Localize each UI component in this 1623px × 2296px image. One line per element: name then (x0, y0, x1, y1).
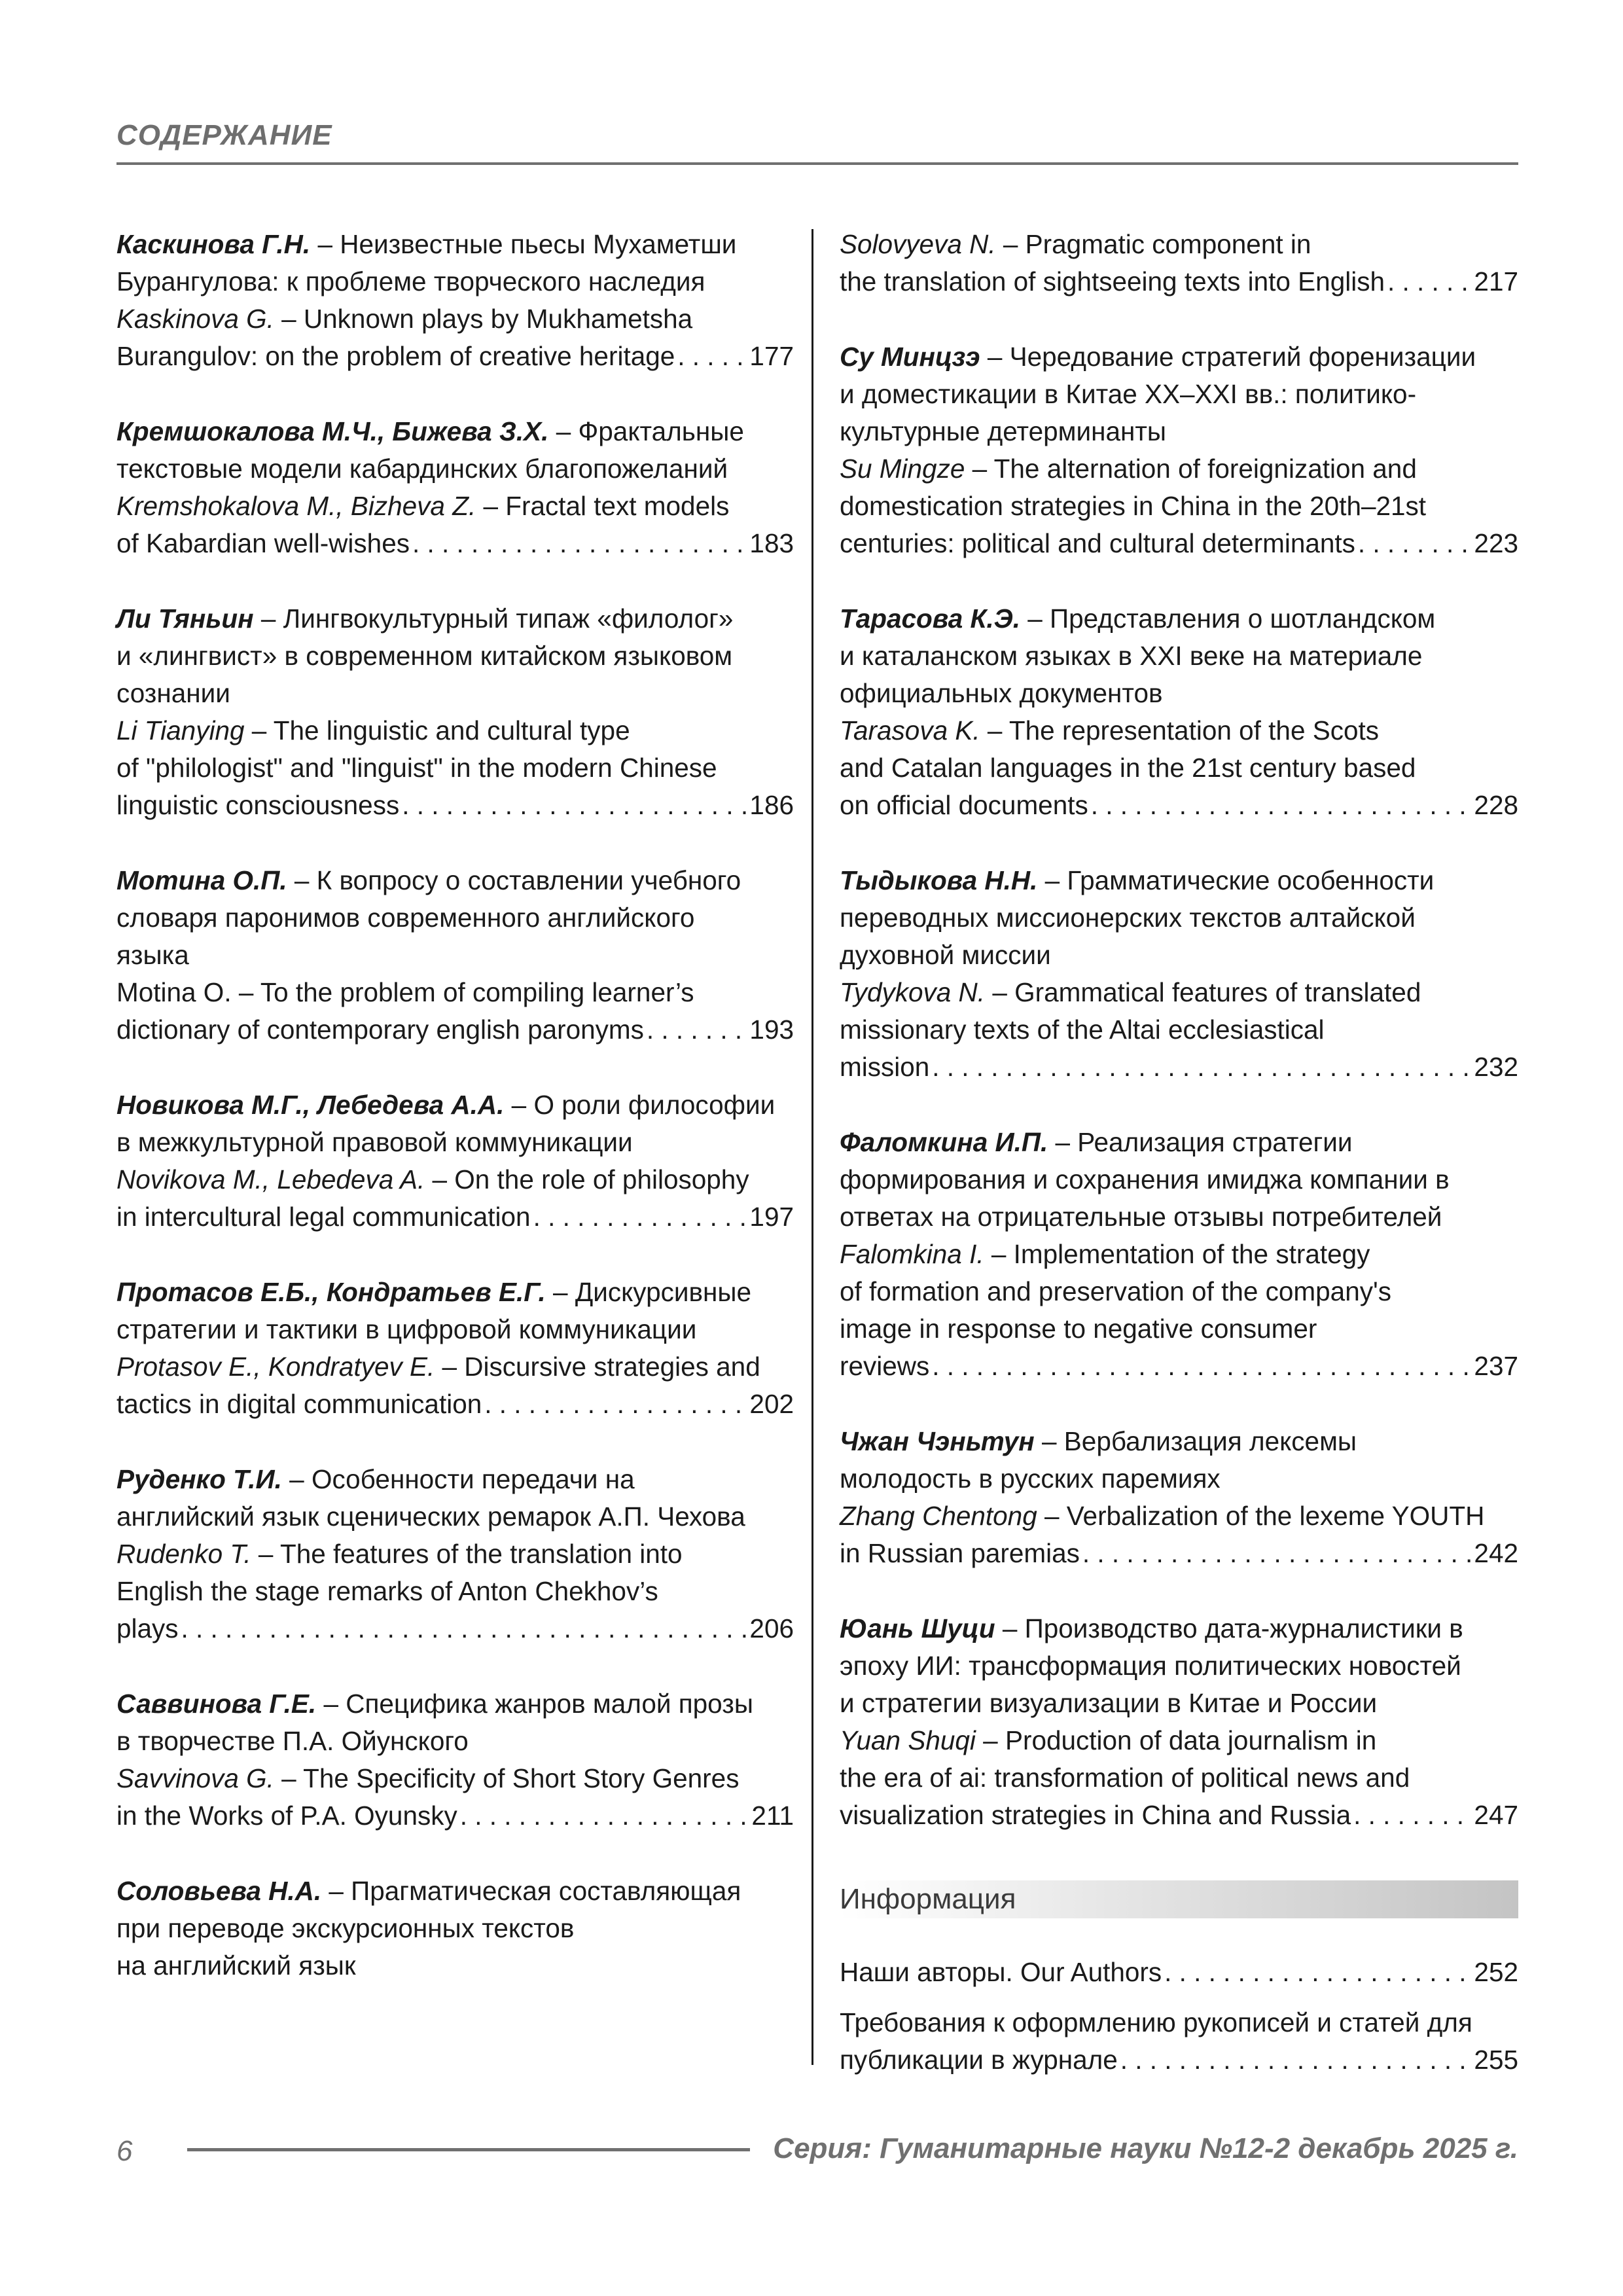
entry-en-text: – Unknown plays by Mukhametsha (274, 304, 693, 334)
entry-en-line (840, 1011, 1518, 1049)
entry-ru-line (116, 263, 794, 300)
entry-ru-text: и стратегии визуализации в Китае и России (840, 1688, 1378, 1718)
entry-ru-text: стратегии и тактики в цифровой коммуникации (116, 1314, 697, 1344)
entry-ru-line (840, 413, 1518, 450)
toc-entry[interactable] (116, 1274, 794, 1423)
entry-author-en: Su Mingze (840, 454, 965, 484)
entry-ru-line (116, 1873, 794, 1910)
entry-title-text: in the Works of P.A. Oyunsky (116, 1801, 457, 1831)
entry-title-text: the translation of sightseeing texts into English (840, 266, 1385, 296)
entry-ru-line (116, 899, 794, 937)
entry-ru-text: – Лингвокультурный типаж «филолог» (253, 603, 734, 634)
entry-ru-text: и доместикации в Китае XX–XXI вв.: политико- (840, 379, 1417, 409)
entry-en (840, 450, 1518, 562)
entry-title-last-line (840, 1797, 1351, 1834)
entry-ru-text: – Прагматическая составляющая (321, 1876, 741, 1906)
toc-left-column (116, 226, 794, 2022)
entry-ru-text: культурные детерминанты (840, 416, 1167, 446)
entry-ru (840, 1610, 1518, 1722)
entry-en-line (116, 1348, 794, 1386)
entry-ru-line (840, 1198, 1518, 1236)
entry-author-en: Rudenko T. (116, 1539, 251, 1569)
entry-author-ru: Чжан Чэньтун (840, 1426, 1035, 1456)
entry-author-ru: Кремшокалова М.Ч., Бижева З.Х. (116, 416, 549, 446)
entry-author-en: Tarasova K. (840, 715, 980, 745)
entry-author-ru: Протасов Е.Б., Кондратьев Е.Г. (116, 1277, 546, 1307)
entry-en-text: – On the role of philosophy (425, 1164, 749, 1194)
entry-title-text: centuries: political and cultural determinants (840, 528, 1355, 558)
entry-ru-line (116, 1947, 794, 1984)
toc-entry[interactable] (840, 338, 1518, 562)
entry-title-text: in Russian paremias (840, 1538, 1080, 1568)
dot-leader (1082, 1535, 1472, 1572)
entry-ru-text: – Грамматические особенности (1037, 865, 1435, 895)
entry-en (840, 1722, 1518, 1834)
entry-en-text: and Catalan languages in the 21st century based (840, 753, 1416, 783)
page-number: 6 (116, 2135, 133, 2167)
entry-title-text: in intercultural legal communication (116, 1202, 531, 1232)
entry-ru-line (116, 1498, 794, 1535)
entry-author-en: Falomkina I. (840, 1239, 984, 1269)
entry-title-last-line (116, 1011, 644, 1049)
dot-leader (460, 1797, 749, 1835)
entry-en-text: – The representation of the Scots (980, 715, 1380, 745)
entry-en (116, 1535, 794, 1647)
entry-ru-line (840, 376, 1518, 413)
toc-leader-line (116, 1797, 794, 1835)
entry-en-line (116, 974, 794, 1011)
entry-ru-text: – К вопросу о составлении учебного (287, 865, 741, 895)
entry-ru-text: переводных миссионерских текстов алтайской (840, 903, 1416, 933)
entry-author-ru: Тыдыкова Н.Н. (840, 865, 1038, 895)
entry-ru (840, 1124, 1518, 1236)
page-ref[interactable]: 211 (751, 1801, 794, 1831)
entry-ru-text: – О роли философии (504, 1090, 776, 1120)
entry-en-text: image in response to negative consumer (840, 1314, 1317, 1344)
entry-ru-line (116, 1723, 794, 1760)
entry-author-ru: Фаломкина И.П. (840, 1127, 1048, 1157)
page-ref[interactable]: 217 (1474, 266, 1518, 296)
entry-en (116, 1348, 794, 1423)
entry-en-line (840, 1722, 1518, 1759)
entry-ru-line (116, 1685, 794, 1723)
entry-en-text: missionary texts of the Altai ecclesiastical (840, 1014, 1325, 1045)
dot-leader (181, 1610, 747, 1647)
toc-leader-line (116, 1610, 794, 1647)
entry-en (116, 1760, 794, 1835)
entry-title-text: dictionary of contemporary english paronyms (116, 1014, 644, 1045)
entry-ru-line (840, 1610, 1518, 1647)
entry-ru-line (840, 1685, 1518, 1722)
header-rule (116, 162, 1518, 165)
entry-en-text: – Verbalization of the lexeme YOUTH (1037, 1501, 1485, 1531)
dot-leader (402, 787, 747, 824)
entry-ru-line (840, 675, 1518, 712)
info-item[interactable] (840, 2004, 1518, 2079)
entry-en (116, 488, 794, 562)
entry-ru-text: сознании (116, 678, 230, 708)
entry-en (116, 300, 794, 375)
entry-ru-line (840, 1124, 1518, 1161)
entry-ru-text: – Реализация стратегии (1048, 1127, 1353, 1157)
toc-entry[interactable] (840, 1423, 1518, 1572)
info-item[interactable] (840, 1954, 1518, 1991)
entry-en-text: – Fractal text models (476, 491, 730, 521)
entry-en-text: – To the problem of compiling learner’s (231, 977, 694, 1007)
entry-author-en: Tydykova N. (840, 977, 986, 1007)
entry-ru-text: – Специфика жанров малой прозы (316, 1689, 753, 1719)
page-ref[interactable]: 186 (749, 790, 794, 820)
page-ref[interactable]: 202 (749, 1389, 794, 1419)
entry-author-ru: Су Минцзэ (840, 342, 980, 372)
entry-en-line (116, 712, 794, 749)
dot-leader (1387, 263, 1471, 300)
entry-ru-text: – Особенности передачи на (281, 1464, 635, 1494)
entry-title-text: visualization strategies in China and Russia (840, 1800, 1351, 1830)
toc-entry[interactable] (840, 1124, 1518, 1385)
entry-author-ru: Саввинова Г.Е. (116, 1689, 317, 1719)
entry-ru-line (116, 1461, 794, 1498)
page-ref[interactable]: 252 (1474, 1957, 1518, 1987)
entry-ru-text: духовной миссии (840, 940, 1051, 970)
toc-leader-line (840, 263, 1518, 300)
entry-ru (116, 1873, 794, 1984)
toc-leader-line (840, 1049, 1518, 1086)
entry-author-ru: Тарасова К.Э. (840, 603, 1021, 634)
page-ref[interactable]: 206 (749, 1613, 794, 1643)
entry-ru (116, 1461, 794, 1535)
entry-ru (116, 600, 794, 712)
page-ref[interactable]: 237 (1474, 1351, 1518, 1381)
entry-ru-line (840, 899, 1518, 937)
page-ref[interactable]: 177 (749, 341, 794, 371)
entry-ru-line (116, 413, 794, 450)
entry-ru-text: – Представления о шотландском (1020, 603, 1436, 634)
entry-title-text: mission (840, 1052, 930, 1082)
dot-leader (1358, 525, 1472, 562)
toc-right-column (840, 226, 1518, 1872)
entry-title-text: публикации в журнале (840, 2045, 1118, 2075)
dot-leader (932, 1049, 1471, 1086)
dot-leader (1120, 2041, 1472, 2079)
entry-en (840, 974, 1518, 1086)
entry-ru-text: официальных документов (840, 678, 1163, 708)
toc-leader-line (116, 1198, 794, 1236)
entry-title-last-line (116, 525, 410, 562)
entry-en-text: – The Specificity of Short Story Genres (274, 1763, 740, 1793)
entry-ru-line (116, 226, 794, 263)
entry-ru-text: в межкультурной правовой коммуникации (116, 1127, 633, 1157)
entry-author-en: Motina O. (116, 977, 232, 1007)
dot-leader (677, 338, 747, 375)
entry-en-text: domestication strategies in China in the 20th–21st (840, 491, 1427, 521)
toc-entry[interactable] (116, 1461, 794, 1647)
entry-ru-text: – Чередование стратегий форенизации (980, 342, 1476, 372)
entry-en-text: – Production of data journalism in (975, 1725, 1377, 1755)
entry-title-last-line (840, 1049, 929, 1086)
entry-en-line (116, 749, 794, 787)
entry-author-en: Li Tianying (116, 715, 245, 745)
entry-ru-line (116, 450, 794, 488)
entry-ru-line (840, 1647, 1518, 1685)
toc-entry[interactable] (116, 862, 794, 1049)
page-ref[interactable]: 255 (1474, 2045, 1518, 2075)
entry-en-line (840, 974, 1518, 1011)
entry-ru-text: ответах на отрицательные отзывы потребителей (840, 1202, 1442, 1232)
entry-title-text: Burangulov: on the problem of creative heritage (116, 341, 675, 371)
entry-title-text: reviews (840, 1351, 930, 1381)
toc-entry[interactable] (116, 1873, 794, 1984)
entry-title-text: plays (116, 1613, 179, 1643)
entry-author-en: Zhang Chentong (840, 1501, 1037, 1531)
entry-ru (116, 413, 794, 488)
entry-ru-text: – Фрактальные (548, 416, 744, 446)
journal-series: Серия: Гуманитарные науки №12-2 декабрь 2025 г. (773, 2132, 1518, 2164)
toc-leader-line (840, 1797, 1518, 1834)
dot-leader (932, 1348, 1471, 1385)
entry-ru (116, 226, 794, 300)
dot-leader (647, 1011, 747, 1049)
entry-author-ru: Новикова М.Г., Лебедева А.А. (116, 1090, 505, 1120)
entry-ru-line (116, 600, 794, 637)
entry-ru (840, 600, 1518, 712)
entry-ru-text: Бурангулова: к проблеме творческого наследия (116, 266, 705, 296)
entry-title-last-line (840, 525, 1355, 562)
entry-ru (840, 338, 1518, 450)
entry-en (840, 1236, 1518, 1385)
page-ref[interactable]: 228 (1474, 790, 1518, 820)
entry-ru-line (840, 937, 1518, 974)
entry-en (116, 974, 794, 1049)
entry-title-last-line (840, 2041, 1118, 2079)
entry-title-last-line (116, 338, 675, 375)
toc-entry[interactable] (840, 862, 1518, 1086)
entry-ru-line (840, 637, 1518, 675)
entry-ru-text: и каталанском языках в XXI веке на материале (840, 641, 1423, 671)
entry-en (840, 226, 1518, 300)
entry-ru (840, 1423, 1518, 1498)
entry-en-line (840, 1310, 1518, 1348)
entry-en-line (116, 1760, 794, 1797)
entry-en-text: of "philologist" and "linguist" in the modern Chinese (116, 753, 717, 783)
dot-leader (412, 525, 747, 562)
entry-en-line (840, 488, 1518, 525)
entry-ru-line (840, 1161, 1518, 1198)
entry-en-line (116, 1573, 794, 1610)
toc-leader-line (116, 525, 794, 562)
entry-en-line (116, 300, 794, 338)
dot-leader (1353, 1797, 1471, 1834)
entry-title-last-line (840, 1535, 1080, 1572)
entry-ru-line (116, 1124, 794, 1161)
toc-leader-line (840, 525, 1518, 562)
entry-en-line (840, 1759, 1518, 1797)
entry-author-ru: Юань Шуци (840, 1613, 995, 1643)
entry-ru-text: в творчестве П.А. Ойунского (116, 1726, 469, 1756)
entry-en-text: the era of ai: transformation of political news and (840, 1763, 1410, 1793)
toc-leader-line (116, 787, 794, 824)
entry-en-line (840, 749, 1518, 787)
entry-ru-line (116, 1910, 794, 1947)
dot-leader (1164, 1954, 1471, 1991)
entry-en-text: – Pragmatic component in (995, 229, 1311, 259)
entry-ru-line (840, 600, 1518, 637)
entry-title-last-line (116, 1198, 531, 1236)
column-divider (812, 229, 813, 2065)
entry-en-text: – The linguistic and cultural type (244, 715, 630, 745)
entry-en-line (840, 712, 1518, 749)
dot-leader (484, 1386, 747, 1423)
toc-leader-line (840, 1954, 1518, 1991)
entry-en-line (840, 1498, 1518, 1535)
entry-author-en: Protasov E., Kondratyev E. (116, 1352, 435, 1382)
entry-en (840, 712, 1518, 824)
entry-en (116, 712, 794, 824)
entry-title-last-line (116, 1610, 179, 1647)
entry-ru-line (840, 862, 1518, 899)
entry-title-last-line (840, 1348, 929, 1385)
toc-entry[interactable] (116, 600, 794, 824)
entry-ru-text: на английский язык (116, 1950, 356, 1981)
entry-author-en: Savvinova G. (116, 1763, 274, 1793)
entry-en-line (116, 488, 794, 525)
toc-entry[interactable] (116, 1685, 794, 1835)
info-heading: Информация (840, 1880, 1518, 1918)
entry-author-ru: Каскинова Г.Н. (116, 229, 311, 259)
entry-ru-line (840, 1423, 1518, 1460)
toc-entry[interactable] (116, 226, 794, 375)
toc-leader-line (116, 338, 794, 375)
entry-en-text: English the stage remarks of Anton Chekhov’s (116, 1576, 658, 1606)
toc-entry[interactable] (840, 226, 1518, 300)
entry-title-text: linguistic consciousness (116, 790, 400, 820)
entry-author-en: Solovyeva N. (840, 229, 996, 259)
page-ref[interactable]: 232 (1474, 1052, 1518, 1082)
entry-ru-line (116, 1274, 794, 1311)
dot-leader (1091, 787, 1472, 824)
entry-ru-text: молодость в русских паремиях (840, 1463, 1221, 1494)
toc-leader-line (840, 1535, 1518, 1572)
toc-entry[interactable] (840, 600, 1518, 824)
page-ref[interactable]: 197 (749, 1202, 794, 1232)
entry-author-en: Yuan Shuqi (840, 1725, 976, 1755)
toc-entry[interactable] (116, 1086, 794, 1236)
entry-ru-text: при переводе экскурсионных текстов (116, 1913, 575, 1943)
entry-ru-line (116, 862, 794, 899)
entry-ru-text: словаря паронимов современного английского (116, 903, 695, 933)
entry-author-ru: Ли Тяньин (116, 603, 254, 634)
entry-ru (116, 1274, 794, 1348)
entry-title-text: on official documents (840, 790, 1088, 820)
dot-leader (533, 1198, 747, 1236)
entry-ru (116, 1086, 794, 1161)
entry-en-line (116, 1535, 794, 1573)
entry-title-last-line (840, 1954, 1162, 1991)
entry-title-last-line (116, 1386, 482, 1423)
entry-ru-line (840, 1460, 1518, 1498)
page-ref[interactable]: 247 (1474, 1800, 1518, 1830)
toc-leader-line (116, 1011, 794, 1049)
entry-author-ru: Руденко Т.И. (116, 1464, 282, 1494)
entry-author-en: Kremshokalova M., Bizheva Z. (116, 491, 476, 521)
entry-en-text: – Grammatical features of translated (985, 977, 1421, 1007)
toc-leader-line (840, 1348, 1518, 1385)
page-ref[interactable]: 193 (749, 1014, 794, 1045)
entry-ru-line (116, 1311, 794, 1348)
entry-title-last-line (116, 787, 399, 824)
entry-ru-line (116, 637, 794, 675)
entry-title-text: Наши авторы. Our Authors (840, 1957, 1162, 1987)
info-section (840, 1880, 1518, 2092)
entry-author-en: Novikova M., Lebedeva A. (116, 1164, 425, 1194)
entry-author-ru: Мотина О.П. (116, 865, 287, 895)
entry-en-line (840, 1236, 1518, 1273)
entry-title-last-line (116, 1797, 457, 1835)
info-item-line: Требования к оформлению рукописей и статей для (840, 2007, 1472, 2037)
entry-en (116, 1161, 794, 1236)
page-title: СОДЕРЖАНИЕ (116, 119, 332, 151)
entry-ru-text: эпоху ИИ: трансформация политических новостей (840, 1651, 1461, 1681)
entry-en-text: – Discursive strategies and (435, 1352, 760, 1382)
entry-title-last-line (840, 787, 1088, 824)
entry-ru-line (116, 937, 794, 974)
entry-author-en: Kaskinova G. (116, 304, 274, 334)
page-ref[interactable]: 183 (749, 528, 794, 558)
entry-title-last-line (840, 263, 1385, 300)
entry-ru (840, 862, 1518, 974)
entry-ru-line (116, 675, 794, 712)
entry-en-text: – The alternation of foreignization and (965, 454, 1417, 484)
entry-ru-text: – Дискурсивные (545, 1277, 752, 1307)
entry-ru-text: языка (116, 940, 189, 970)
toc-entry[interactable] (840, 1610, 1518, 1834)
entry-ru-text: – Неизвестные пьесы Мухаметши (310, 229, 737, 259)
entry-ru-text: и «лингвист» в современном китайском языковом (116, 641, 733, 671)
toc-leader-line (840, 2041, 1518, 2079)
page-ref[interactable]: 242 (1474, 1538, 1518, 1568)
entry-en (840, 1498, 1518, 1572)
entry-en-text: of formation and preservation of the company's (840, 1276, 1391, 1306)
entry-ru-line (840, 338, 1518, 376)
entry-ru (116, 862, 794, 974)
entry-title-text: tactics in digital communication (116, 1389, 482, 1419)
entry-en-line (840, 1273, 1518, 1310)
toc-entry[interactable] (116, 413, 794, 562)
entry-en-line (840, 226, 1518, 263)
entry-ru-text: текстовые модели кабардинских благопожеланий (116, 454, 728, 484)
entry-author-ru: Соловьева Н.А. (116, 1876, 322, 1906)
footer-rule (187, 2148, 750, 2151)
entry-ru-text: – Вербализация лексемы (1034, 1426, 1357, 1456)
entry-en-line (116, 1161, 794, 1198)
entry-title-text: of Kabardian well-wishes (116, 528, 410, 558)
entry-ru-text: формирования и сохранения имиджа компании в (840, 1164, 1450, 1194)
entry-en-line (840, 450, 1518, 488)
info-items (840, 1954, 1518, 2079)
entry-en-text: – Implementation of the strategy (984, 1239, 1370, 1269)
entry-ru-text: – Производство дата-журналистики в (995, 1613, 1463, 1643)
toc-leader-line (116, 1386, 794, 1423)
page-ref[interactable]: 223 (1474, 528, 1518, 558)
entry-en-text: – The features of the translation into (251, 1539, 683, 1569)
entry-ru (116, 1685, 794, 1760)
toc-leader-line (840, 787, 1518, 824)
entry-ru-text: английский язык сценических ремарок А.П. Чехова (116, 1501, 745, 1532)
entry-ru-line (116, 1086, 794, 1124)
